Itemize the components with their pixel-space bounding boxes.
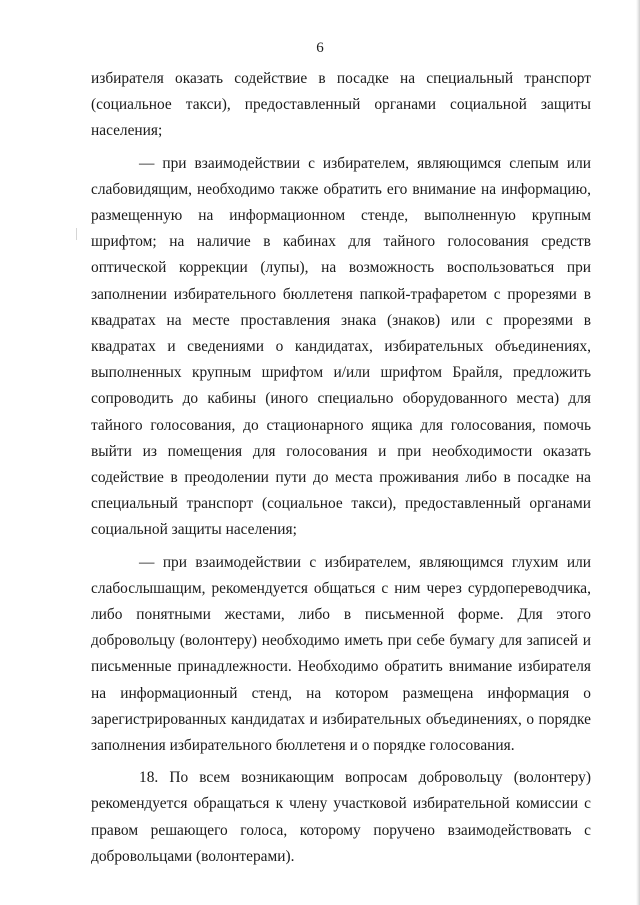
- paragraph-blind-voters: — при взаимодействии с избирателем, являющимся слепым или слабовидящим, необходимо также обратить его внимание на информацию, размещенную на информационном стенде, выполненную крупным шрифтом; на наличие в кабинах для тайного голосования средств оптической коррекции (лупы), на возможность воспользоваться при заполнении избирательного бюллетеня папкой-трафаретом с прорезями в квадратах на месте проставления знака (знаков) или с прорезями в квадратах и сведениями о кандидатах, избирательных объединениях, выполненных крупным шрифтом и/или шрифтом Брайля, предложить сопроводить до кабины (иного специально оборудованного места) для тайного голосования, до стационарного ящика для голосования, помочь выйти из помещения для голосования и при необходимости оказать содействие в преодолении пути до места проживания либо в посадке на специальный транспорт (социальное такси), предоставленный органами социальной защиты населения;: [91, 154, 591, 539]
- paragraph-item-18: 18. По всем возникающим вопросам добровольцу (волонтеру) рекомендуется обращаться к члену участковой избирательной комиссии с правом решающего голоса, которому поручено взаимодействовать с добровольцами (волонтерами).: [91, 769, 591, 865]
- scan-mark: [76, 228, 77, 240]
- paragraph-transport-continuation: избирателя оказать содействие в посадке на специальный транспорт (социальное такси), предоставленный органами социальной защиты населения;: [91, 70, 591, 140]
- document-body: [91, 66, 591, 870]
- paragraph-deaf-voters: — при взаимодействии с избирателем, являющимся глухим или слабослышащим, рекомендуется общаться с ним через сурдопереводчика, либо понятными жестами, либо в письменной форме. Для этого добровольцу (волонтеру) необходимо иметь при себе бумагу для записей и письменные принадлежности. Необходимо обратить внимание избирателя на информационный стенд, на котором размещена информация о зарегистрированных кандидатах и избирательных объединениях, о порядке заполнения избирательного бюллетеня и о порядке голосования.: [91, 553, 591, 755]
- scan-edge-shadow: [636, 0, 640, 905]
- page-number: 6: [316, 40, 324, 56]
